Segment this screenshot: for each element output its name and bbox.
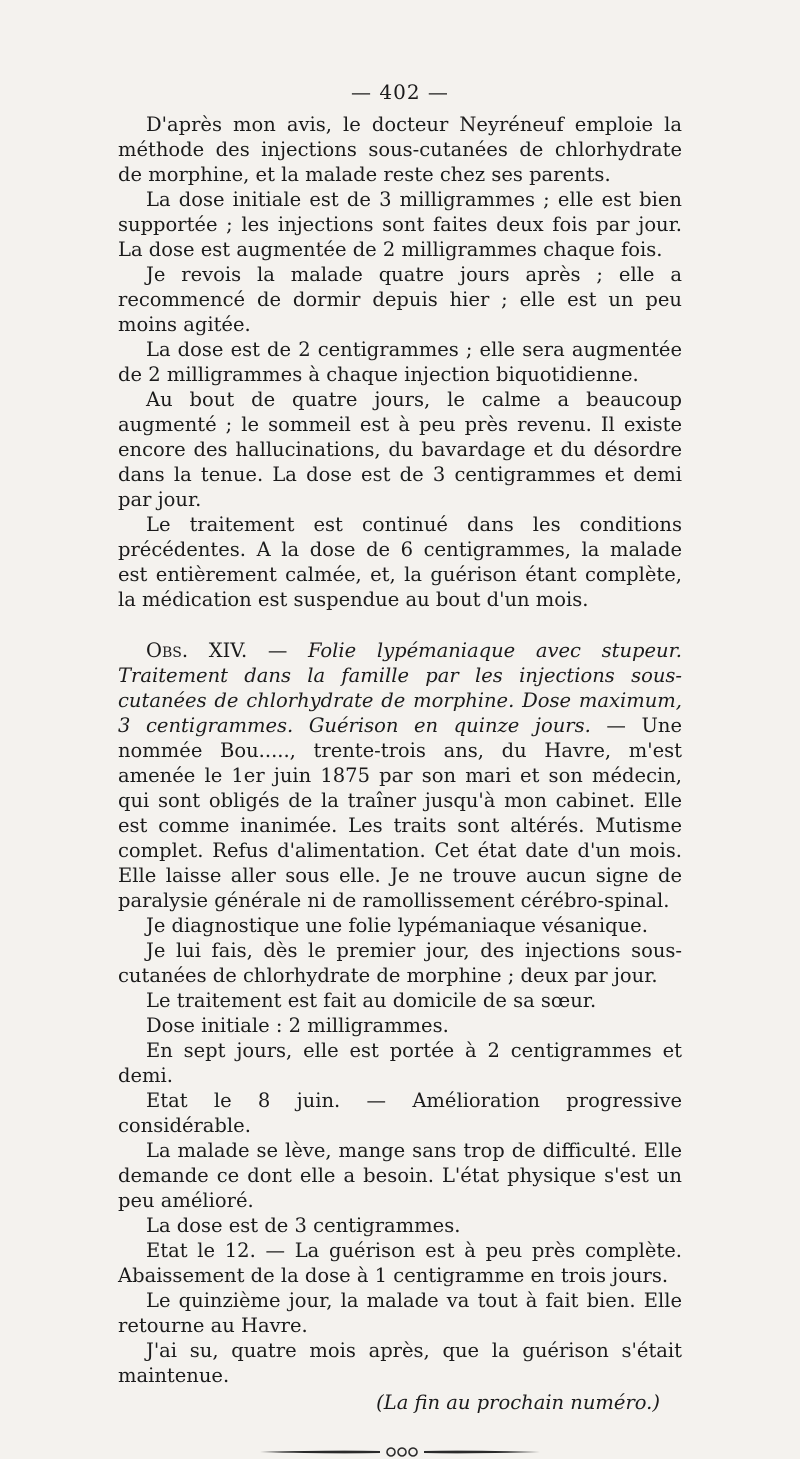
paragraph: La dose initiale est de 3 milligrammes ; elle est bien supportée ; les injections sont faites deux fois par jour. La dose est augmentée de 2 milligrammes chaque fois. [118,188,682,261]
continued-note: (La fin au prochain numéro.) [376,1391,660,1414]
paragraph: Je diagnostique une folie lypémaniaque vésanique. [146,914,648,937]
paragraph: Etat le 12. — La guérison est à peu près complète. Abaissement de la dose à 1 centigramme en trois jours. [118,1239,682,1287]
paragraph: La malade se lève, mange sans trop de difficulté. Elle demande ce dont elle a besoin. L'état physique s'est un peu amélioré. [118,1139,682,1212]
paragraph: Dose initiale : 2 milligrammes. [146,1014,449,1037]
observation-intro: — Une nommée Bou....., trente-trois ans, du Havre, m'est amenée le 1er juin 1875 par son mari et son médecin, qui sont obligés de la traîner jusqu'à mon cabinet. Elle est comme inanimée. Les traits sont altérés. Mutisme complet. Refus d'alimentation. Cet état date d'un mois. Elle laisse aller sous elle. Je ne trouve aucun signe de paralysie générale ni de ramollissement cérébro-spinal. [118,714,682,912]
paragraph: La dose est de 2 centigrammes ; elle sera augmentée de 2 milligrammes à chaque injection biquotidienne. [118,338,682,386]
paragraph: Le traitement est fait au domicile de sa sœur. [146,989,597,1012]
paragraph: Le quinzième jour, la malade va tout à fait bien. Elle retourne au Havre. [118,1289,682,1337]
section-gap [118,612,682,638]
paragraph: Au bout de quatre jours, le calme a beaucoup augmenté ; le sommeil est à peu près revenu. Il existe encore des hallucinations, du bavardage et du désordre dans la tenue. La dose est de 3 centigrammes et demi par jour. [118,388,682,511]
observation-block [118,638,682,913]
observation-paragraph [118,638,682,913]
paragraph: Je revois la malade quatre jours après ; elle a recommencé de dormir depuis hier ; elle est un peu moins agitée. [118,263,682,336]
ornament-rule-icon [250,1445,550,1459]
paragraph: Je lui fais, dès le premier jour, des injections sous-cutanées de chlorhydrate de morphine ; deux par jour. [118,939,682,987]
page-number: — 402 — [351,80,449,104]
paragraph: D'après mon avis, le docteur Neyréneuf emploie la méthode des injections sous-cutanées de chlorhydrate de morphine, et la malade reste chez ses parents. [118,113,682,186]
observation-title: Folie lypémaniaque avec stupeur. Traitement dans la famille par les injections sous-cutanées de chlorhydrate de morphine. Dose maximum, 3 centigrammes. Guérison en quinze jours. [118,639,682,737]
paragraph: La dose est de 3 centigrammes. [146,1214,461,1237]
paragraph: Le traitement est continué dans les conditions précédentes. A la dose de 6 centigrammes, la malade est entièrement calmée, et, la guérison étant complète, la médication est suspendue au bout d'un mois. [118,513,682,611]
observation-dash: — [247,639,308,662]
observation-label: Obs. XIV. [146,639,248,662]
body-text [118,112,682,1388]
paragraph: Etat le 8 juin. — Amélioration progressive considérable. [118,1089,682,1137]
paragraph: J'ai su, quatre mois après, que la guérison s'était maintenue. [118,1339,682,1387]
paragraph: En sept jours, elle est portée à 2 centigrammes et demi. [118,1039,682,1087]
ornament-rule [250,1445,550,1459]
